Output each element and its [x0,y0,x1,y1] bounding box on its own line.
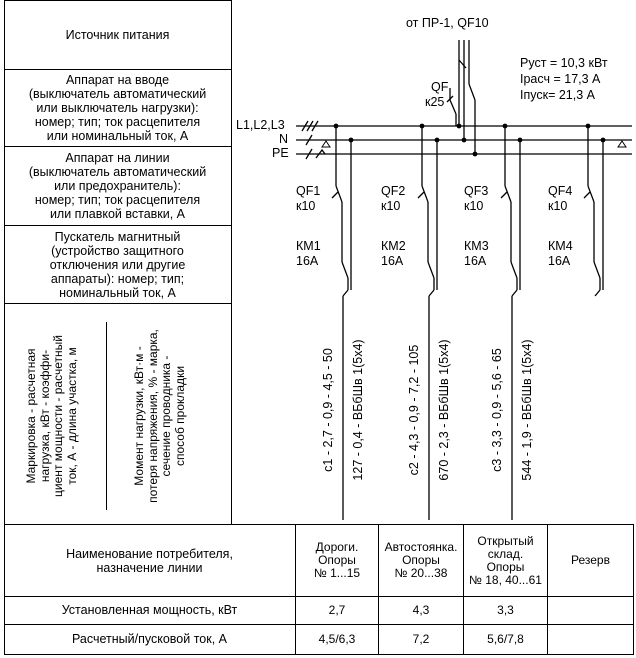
bus-end-triangles [322,141,626,147]
feeder-tick [459,60,466,68]
branch-1-marking: с1 - 2,7 - 0,9 - 4,5 - 50 [321,348,335,472]
branch-4-starter: КМ4 [548,239,573,253]
current-2: 7,2 [412,632,430,646]
current-3: 5,6/7,8 [487,632,524,646]
input-breaker-label: QF [431,80,449,94]
branch-2-qf-mark [418,192,424,198]
branch-2-km-contact [428,262,434,278]
branch-3-breaker: QF3 [464,184,489,198]
branch-4-qf-mark [584,192,590,198]
row-line-device-label: Аппарат на линии (выключатель автоматический или предохранитель): номер; тип; ток расцепителя или плавкой вставки, А [28,151,207,221]
consumer-2: Автостоянка. Опоры № 20...38 [384,540,458,580]
current-1: 4,5/6,3 [318,632,356,646]
branch-4-starter-rating: 16А [548,254,571,268]
branch-1-starter: КМ1 [296,239,321,253]
power-4 [548,597,633,624]
current-4 [548,625,633,654]
bus-pe-label: PE [272,146,289,160]
branch-4-breaker-rating: к10 [548,199,568,213]
bus-phase-label: L1,L2,L3 [236,118,285,132]
branch-2-breaker: QF2 [381,184,406,198]
row-starter-label: Пускатель магнитный (устройство защитного отключения или другие аппараты): номер; тип; номинальный ток, А [49,229,186,300]
power-3: 3,3 [497,603,514,617]
i-calc-label: Iрасч = 17,3 А [520,72,601,86]
branch-3-km-contact [511,262,517,278]
branch-3-starter: КМ3 [464,239,489,253]
power-2: 4,3 [412,603,430,617]
row-marking-label: Маркировка - расчетная нагрузка, кВт - коэффи- циент мощности - расчетный ток, А - длина участка, м [24,335,79,497]
branch-3-marking: с3 - 3,3 - 0,9 - 5,6 - 65 [490,348,504,472]
row-moment-label: Момент нагрузки, кВт·м - потеря напряжения, % - марка, сечение проводника - способ прокладки [132,329,187,503]
input-breaker-rating: к25 [425,95,445,109]
consumer-3: Открытый склад. Опоры № 18, 40...61 [469,533,542,587]
branch-3-moment: 544 - 1,9 - ВБбШв 1(5х4) [520,339,534,481]
triangle-mark [618,141,626,147]
row-power-label: Установленная мощность, кВт [61,603,238,617]
branch-2-marking: с2 - 4,3 - 0,9 - 7,2 - 105 [407,344,421,476]
junction-dot [462,138,467,143]
source-label: от ПР-1, QF10 [406,16,489,30]
breaker-contact [469,84,475,100]
row-input-device-label: Аппарат на вводе (выключатель автоматический или выключатель нагрузки): номер; тип; ток расцепителя или номинальный ток, А [28,73,207,143]
branch-4-wire [595,290,600,296]
power-1: 2,7 [328,603,346,617]
branch-3-starter-rating: 16А [464,254,487,268]
consumer-1: Дороги. Опоры № 1...15 [313,540,361,580]
qf-input-contact [450,100,456,114]
branch-1-breaker: QF1 [296,184,321,198]
branch-3-qf-mark [501,192,507,198]
row-consumer-label: Наименование потребителя, назначение линии [66,546,233,575]
branch-4-breaker: QF4 [548,184,573,198]
branch-1-starter-rating: 16А [296,254,319,268]
branch-3-breaker-rating: к10 [464,199,484,213]
consumer-4: Резерв [571,553,610,567]
branch-1-breaker-rating: к10 [296,199,316,213]
bus-neutral-label: N [279,132,289,146]
branch-2-starter-rating: 16А [381,254,404,268]
branch-2-breaker-rating: к10 [381,199,401,213]
row-current-label: Расчетный/пусковой ток, А [72,632,227,646]
branch-2-wire [429,290,434,296]
branch-2-moment: 670 - 2,3 - ВБбШв 1(5х4) [437,339,451,481]
branch-1-wire [343,290,348,296]
branch-4-km-contact [594,262,600,278]
branch-2-starter: КМ2 [381,239,406,253]
branch-1-qf-mark [332,192,338,198]
branch-1-km-contact [342,262,348,278]
branch-3-wire [512,290,517,296]
input-feeder [447,40,475,154]
p-set-label: Руст = 10,3 кВт [520,56,608,70]
triangle-mark [322,141,330,147]
junction-dot [457,124,462,129]
branch-1-moment: 127 - 0,4 - ВБбШв 1(5х4) [351,339,365,481]
row-power-source-label: Источник питания [65,28,170,42]
junction-dot [473,152,478,157]
i-start-label: Iпуск= 21,3 А [520,88,595,102]
